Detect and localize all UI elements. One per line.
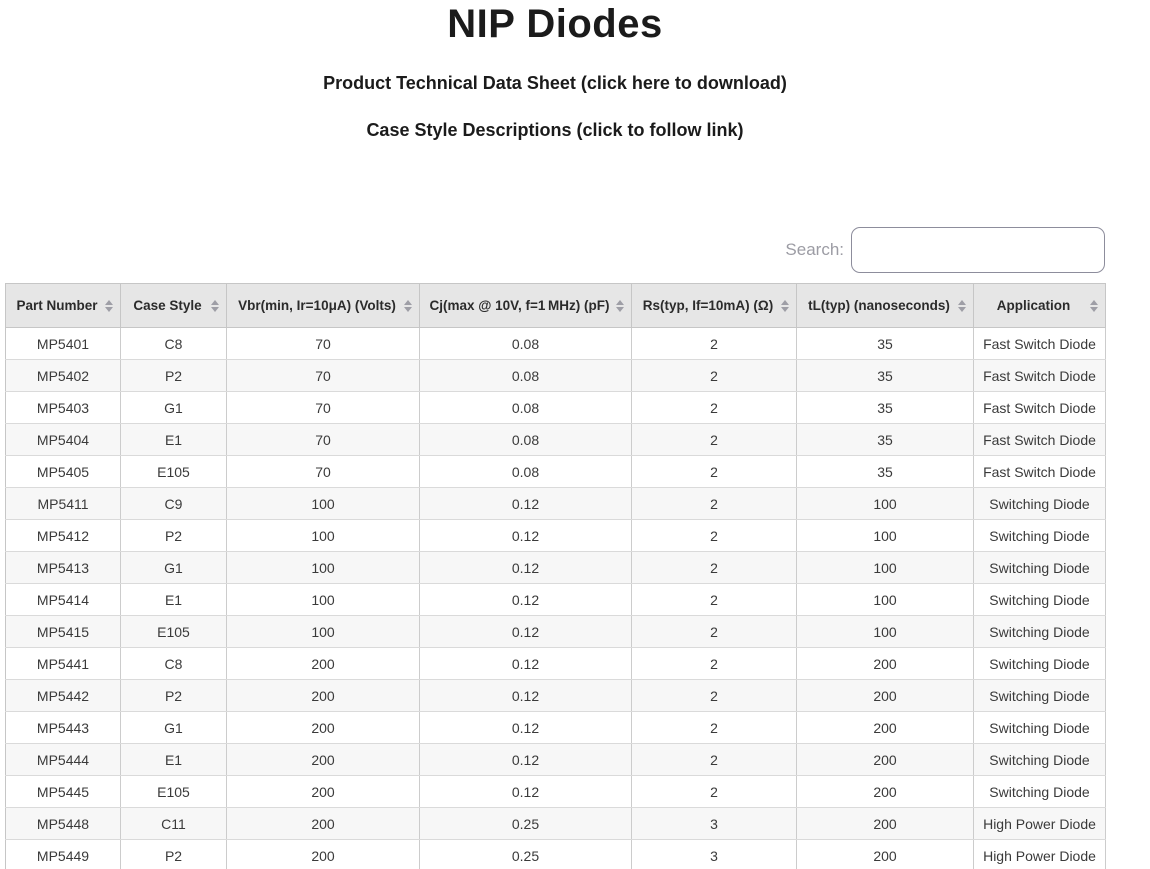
table-cell-rs-typ-ohms: 2: [632, 392, 797, 424]
table-row: [6, 552, 1106, 584]
table-cell-tl-typ-ns: 200: [797, 680, 974, 712]
column-header-label: Cj(max @ 10V, f=1 MHz) (pF): [429, 298, 610, 313]
table-cell-application: Switching Diode: [974, 488, 1106, 520]
table-row: [6, 424, 1106, 456]
table-cell-vbr-min-volts: 100: [227, 488, 420, 520]
table-cell-cj-max-pf: 0.08: [420, 424, 632, 456]
table-cell-case-style: E1: [121, 584, 227, 616]
table-cell-tl-typ-ns: 100: [797, 488, 974, 520]
table-cell-case-style: P2: [121, 840, 227, 869]
table-cell-vbr-min-volts: 70: [227, 424, 420, 456]
table-cell-case-style: G1: [121, 552, 227, 584]
column-header-rs-typ-ohms[interactable]: [632, 284, 797, 328]
table-cell-cj-max-pf: 0.25: [420, 808, 632, 840]
table-cell-rs-typ-ohms: 2: [632, 424, 797, 456]
table-cell-rs-typ-ohms: 2: [632, 488, 797, 520]
table-cell-tl-typ-ns: 200: [797, 808, 974, 840]
table-row: [6, 520, 1106, 552]
column-header-label: Case Style: [133, 298, 202, 313]
case-style-descriptions-link[interactable]: Case Style Descriptions (click to follow link): [366, 120, 744, 140]
table-cell-application: Switching Diode: [974, 648, 1106, 680]
table-cell-part-number: MP5442: [6, 680, 121, 712]
table-cell-rs-typ-ohms: 2: [632, 776, 797, 808]
table-cell-application: Fast Switch Diode: [974, 424, 1106, 456]
table-cell-part-number: MP5401: [6, 328, 121, 360]
table-cell-case-style: C8: [121, 648, 227, 680]
table-cell-part-number: MP5405: [6, 456, 121, 488]
table-cell-rs-typ-ohms: 2: [632, 680, 797, 712]
table-row: [6, 488, 1106, 520]
table-cell-rs-typ-ohms: 2: [632, 616, 797, 648]
table-cell-case-style: E105: [121, 616, 227, 648]
table-cell-cj-max-pf: 0.12: [420, 552, 632, 584]
table-row: [6, 328, 1106, 360]
table-row: [6, 392, 1106, 424]
table-cell-case-style: C11: [121, 808, 227, 840]
table-cell-cj-max-pf: 0.12: [420, 488, 632, 520]
table-cell-case-style: E1: [121, 744, 227, 776]
table-cell-cj-max-pf: 0.12: [420, 520, 632, 552]
table-cell-application: Switching Diode: [974, 616, 1106, 648]
table-cell-cj-max-pf: 0.12: [420, 680, 632, 712]
table-cell-part-number: MP5413: [6, 552, 121, 584]
table-cell-vbr-min-volts: 70: [227, 392, 420, 424]
table-cell-tl-typ-ns: 35: [797, 456, 974, 488]
table-cell-part-number: MP5404: [6, 424, 121, 456]
table-cell-rs-typ-ohms: 2: [632, 328, 797, 360]
table-row: [6, 712, 1106, 744]
table-cell-tl-typ-ns: 200: [797, 712, 974, 744]
table-cell-tl-typ-ns: 200: [797, 776, 974, 808]
table-cell-vbr-min-volts: 200: [227, 680, 420, 712]
table-cell-application: Fast Switch Diode: [974, 456, 1106, 488]
sort-arrows-icon: [958, 300, 966, 312]
table-cell-cj-max-pf: 0.12: [420, 776, 632, 808]
sort-arrows-icon: [1090, 300, 1098, 312]
table-cell-part-number: MP5411: [6, 488, 121, 520]
table-cell-cj-max-pf: 0.12: [420, 616, 632, 648]
table-cell-tl-typ-ns: 100: [797, 616, 974, 648]
table-cell-tl-typ-ns: 35: [797, 360, 974, 392]
table-cell-part-number: MP5443: [6, 712, 121, 744]
table-row: [6, 584, 1106, 616]
table-cell-vbr-min-volts: 200: [227, 776, 420, 808]
search-label: Search:: [785, 240, 844, 259]
table-cell-case-style: E105: [121, 456, 227, 488]
table-cell-cj-max-pf: 0.12: [420, 744, 632, 776]
table-cell-vbr-min-volts: 100: [227, 520, 420, 552]
table-cell-part-number: MP5445: [6, 776, 121, 808]
table-cell-case-style: E1: [121, 424, 227, 456]
table-cell-part-number: MP5402: [6, 360, 121, 392]
table-row: [6, 776, 1106, 808]
table-cell-tl-typ-ns: 35: [797, 424, 974, 456]
table-row: [6, 616, 1106, 648]
column-header-cj-max-pf[interactable]: [420, 284, 632, 328]
table-cell-application: Switching Diode: [974, 744, 1106, 776]
table-cell-cj-max-pf: 0.12: [420, 648, 632, 680]
table-cell-vbr-min-volts: 200: [227, 648, 420, 680]
table-cell-rs-typ-ohms: 2: [632, 360, 797, 392]
table-cell-rs-typ-ohms: 3: [632, 840, 797, 869]
table-cell-tl-typ-ns: 35: [797, 328, 974, 360]
table-cell-vbr-min-volts: 70: [227, 456, 420, 488]
search-input[interactable]: [851, 227, 1105, 273]
table-cell-application: Fast Switch Diode: [974, 360, 1106, 392]
table-cell-vbr-min-volts: 200: [227, 712, 420, 744]
column-header-case-style[interactable]: [121, 284, 227, 328]
table-header: [6, 284, 1106, 328]
table-cell-tl-typ-ns: 200: [797, 744, 974, 776]
table-row: [6, 648, 1106, 680]
table-cell-case-style: P2: [121, 520, 227, 552]
table-cell-tl-typ-ns: 200: [797, 648, 974, 680]
table-cell-rs-typ-ohms: 2: [632, 520, 797, 552]
table-cell-cj-max-pf: 0.08: [420, 456, 632, 488]
table-cell-vbr-min-volts: 100: [227, 584, 420, 616]
table-cell-cj-max-pf: 0.12: [420, 584, 632, 616]
table-cell-vbr-min-volts: 100: [227, 552, 420, 584]
table-cell-rs-typ-ohms: 2: [632, 744, 797, 776]
table-row: [6, 456, 1106, 488]
table-cell-rs-typ-ohms: 2: [632, 584, 797, 616]
table-cell-case-style: E105: [121, 776, 227, 808]
column-header-part-number[interactable]: [6, 284, 121, 328]
table-cell-rs-typ-ohms: 2: [632, 552, 797, 584]
datasheet-download-link[interactable]: Product Technical Data Sheet (click here to download): [323, 73, 787, 93]
table-cell-tl-typ-ns: 200: [797, 840, 974, 869]
table-cell-application: Switching Diode: [974, 552, 1106, 584]
table-cell-application: Switching Diode: [974, 712, 1106, 744]
table-cell-vbr-min-volts: 200: [227, 840, 420, 869]
table-cell-cj-max-pf: 0.08: [420, 392, 632, 424]
page-title: NIP Diodes: [447, 2, 663, 46]
table-cell-application: High Power Diode: [974, 808, 1106, 840]
table-cell-rs-typ-ohms: 2: [632, 648, 797, 680]
column-header-label: tL(typ) (nanoseconds): [808, 298, 950, 313]
table-cell-tl-typ-ns: 100: [797, 584, 974, 616]
table-cell-cj-max-pf: 0.08: [420, 360, 632, 392]
table-cell-case-style: P2: [121, 360, 227, 392]
table-cell-application: Switching Diode: [974, 776, 1106, 808]
table-body: [6, 328, 1106, 869]
table-cell-part-number: MP5448: [6, 808, 121, 840]
table-row: [6, 680, 1106, 712]
table-cell-application: Switching Diode: [974, 584, 1106, 616]
table-cell-case-style: G1: [121, 392, 227, 424]
table-cell-part-number: MP5414: [6, 584, 121, 616]
search-bar: [5, 227, 1105, 273]
table-cell-application: Fast Switch Diode: [974, 328, 1106, 360]
table-cell-vbr-min-volts: 200: [227, 808, 420, 840]
table-row: [6, 744, 1106, 776]
table-cell-application: High Power Diode: [974, 840, 1106, 869]
table-cell-rs-typ-ohms: 2: [632, 712, 797, 744]
sort-arrows-icon: [616, 300, 624, 312]
sort-arrows-icon: [781, 300, 789, 312]
sort-arrows-icon: [404, 300, 412, 312]
table-cell-cj-max-pf: 0.25: [420, 840, 632, 869]
table-cell-part-number: MP5403: [6, 392, 121, 424]
table-cell-case-style: G1: [121, 712, 227, 744]
table-cell-vbr-min-volts: 70: [227, 328, 420, 360]
table-cell-part-number: MP5444: [6, 744, 121, 776]
table-cell-rs-typ-ohms: 3: [632, 808, 797, 840]
table-cell-case-style: P2: [121, 680, 227, 712]
table-cell-tl-typ-ns: 100: [797, 520, 974, 552]
diodes-table: [5, 283, 1106, 869]
table-row: [6, 360, 1106, 392]
sort-arrows-icon: [211, 300, 219, 312]
table-cell-part-number: MP5441: [6, 648, 121, 680]
column-header-label: Application: [996, 298, 1071, 313]
table-cell-application: Fast Switch Diode: [974, 392, 1106, 424]
table-row: [6, 808, 1106, 840]
table-cell-part-number: MP5415: [6, 616, 121, 648]
sort-arrows-icon: [105, 300, 113, 312]
table-cell-rs-typ-ohms: 2: [632, 456, 797, 488]
column-header-tl-typ-ns[interactable]: [797, 284, 974, 328]
page-content: [5, 2, 1105, 869]
column-header-vbr-min-volts[interactable]: [227, 284, 420, 328]
table-cell-part-number: MP5449: [6, 840, 121, 869]
column-header-label: Rs(typ, If=10mA) (Ω): [642, 298, 774, 313]
table-cell-application: Switching Diode: [974, 680, 1106, 712]
column-header-label: Part Number: [16, 298, 98, 313]
table-cell-cj-max-pf: 0.08: [420, 328, 632, 360]
table-cell-vbr-min-volts: 100: [227, 616, 420, 648]
table-header-row: [6, 284, 1106, 328]
table-cell-application: Switching Diode: [974, 520, 1106, 552]
table-cell-cj-max-pf: 0.12: [420, 712, 632, 744]
column-header-application[interactable]: [974, 284, 1106, 328]
table-cell-tl-typ-ns: 35: [797, 392, 974, 424]
table-cell-vbr-min-volts: 200: [227, 744, 420, 776]
table-cell-case-style: C8: [121, 328, 227, 360]
column-header-label: Vbr(min, Ir=10μA) (Volts): [238, 298, 396, 313]
table-cell-vbr-min-volts: 70: [227, 360, 420, 392]
table-cell-case-style: C9: [121, 488, 227, 520]
table-row: [6, 840, 1106, 869]
table-cell-tl-typ-ns: 100: [797, 552, 974, 584]
table-cell-part-number: MP5412: [6, 520, 121, 552]
